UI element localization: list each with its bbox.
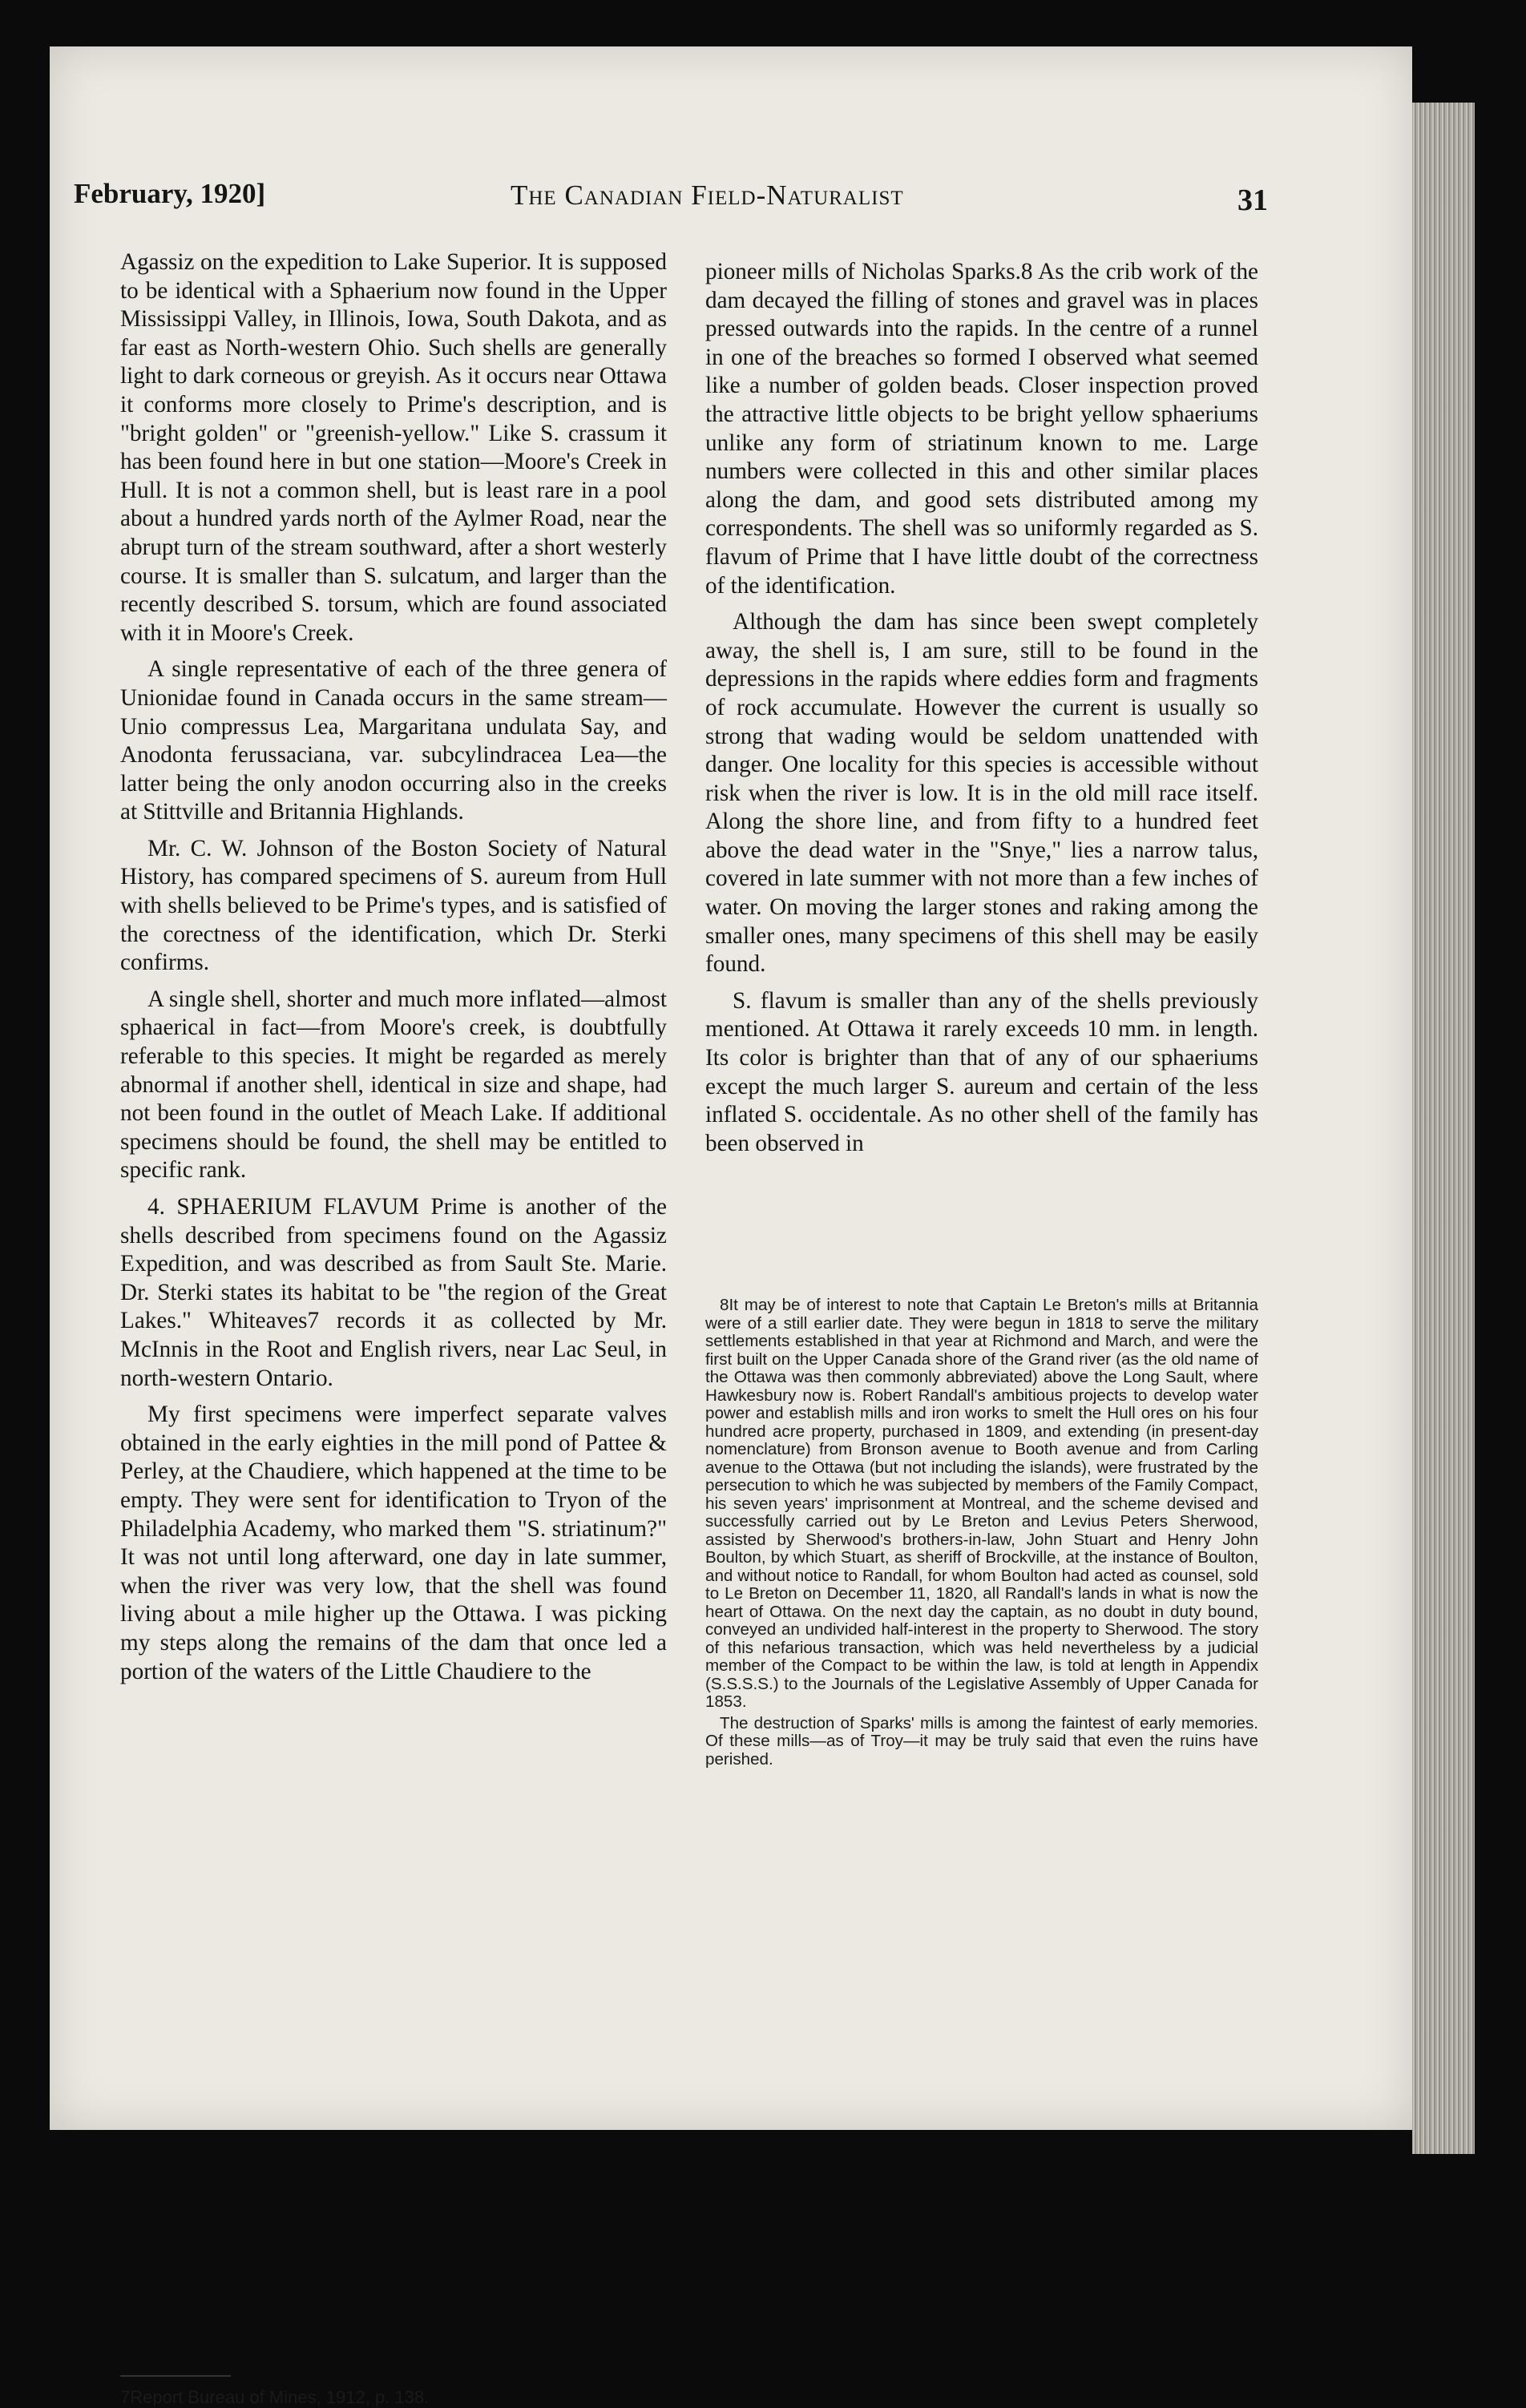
paragraph: S. flavum is smaller than any of the shells previously mentioned. At Ottawa it rarely exceeds 10 mm. in length. Its color is brighter than that of any of our sphaeriums except the much larger S. aureum and certain of the less inflated S. occidentale. As no other shell of the family has been observed in xyxy=(705,987,1258,1156)
paragraph: My first specimens were imperfect separate valves obtained in the early eighties in the mill pond of Pattee & Perley, at the Chaudiere, which happened at the time to be empty. They were sent for identification to Tryon of the Philadelphia Academy, who marked them "S. striatinum?" It was not until long afterward, one day in late summer, when the river was very low, that the shell was found living about a mile higher up the Ottawa. I was picking my steps along the remains of the dam that once led a portion of the waters of the Little Chaudiere to the xyxy=(120,1402,667,1684)
paragraph: A single representative of each of the three genera of Unionidae found in Canada occurs in the same stream—Unio compressus Lea, Margaritana undulata Say, and Anodonta ferussaciana, var. subcylindracea Lea—the latter being the only anodon occurring also in the creeks at Stittville and Britannia Highlands. xyxy=(120,656,667,825)
footnote-paragraph: 8It may be of interest to note that Captain Le Breton's mills at Britannia were of a still earlier date. They were begun in 1818 to serve the military settlements established in that year at Richmond and March, and were the first built on the Upper Canada shore of the Grand river (as the old name of the Ottawa was then commonly abbreviated) above the Long Sault, where Hawkesbury now is. Robert Randall's ambitious projects to develop water power and establish mills and iron works to smelt the Hull ores on his four hundred acre property, purchased in 1809, and extending (in present-day nomenclature) from Bronson avenue to Booth avenue and from Carling avenue to the Ottawa (but not including the islands), were frustrated by the persecution to which he was subjected by members of the Family Compact, his seven years' imprisonment at Montreal, and the scheme devised and successfully carried out by Le Breton and Levius Peters Sherwood, assisted by Sherwood's brothers-in-law, John Stuart and Henry John Boulton, by which Stuart, as sheriff of Brockville, at the instance of Boulton, and without notice to Randall, for whom Boulton had acted as counsel, sold to Le Breton on December 11, 1820, all Randall's lands in what is now the heart of Ottawa. On the next day the captain, as no doubt in duty bound, conveyed an undivided half-interest in the property to Sherwood. The story of this nefarious transaction, which was held nevertheless by a judicial member of the Compact to be within the law, is told at length in Appendix (S.S.S.S.) to the Journals of the Legislative Assembly of Upper Canada for 1853. xyxy=(705,1296,1258,1711)
page-edges xyxy=(1412,103,1475,2154)
paragraph: pioneer mills of Nicholas Sparks.8 As the crib work of the dam decayed the filling of stones and gravel was in places pressed outwards into the rapids. In the centre of a runnel in one of the breaches so formed I observed what seemed like a number of golden beads. Closer inspection proved the attractive little objects to be bright yellow sphaeriums unlike any form of striatinum known to me. Large numbers were collected in this and other similar places along the dam, and good sets distributed among my correspondents. The shell was so uniformly regarded as S. flavum of Prime that I have little doubt of the correctness of the identification. xyxy=(705,259,1258,599)
header-date: February, 1920] xyxy=(74,178,266,209)
journal-title: The Canadian Field-Naturalist xyxy=(511,179,904,211)
left-column xyxy=(120,248,667,1686)
running-header xyxy=(74,178,1276,226)
paragraph: Mr. C. W. Johnson of the Boston Society of Natural History, has compared specimens of S. aureum from Hull with shells believed to be Prime's types, and is satisfied of the corectness of the identification, which Dr. Sterki confirms. xyxy=(120,835,667,976)
footnote-rule xyxy=(120,2375,231,2377)
paragraph: Agassiz on the expedition to Lake Superior. It is supposed to be identical with a Sphaerium now found in the Upper Mississippi Valley, in Illinois, Iowa, South Dakota, and as far east as North-western Ohio. Such shells are generally light to dark corneous or greyish. As it occurs near Ottawa it conforms more closely to Prime's description, and is "bright golden" or "greenish-yellow." Like S. crassum it has been found here in but one station—Moore's Creek in Hull. It is not a common shell, but is least rare in a pool about a hundred yards north of the Aylmer Road, near the abrupt turn of the stream southward, after a short westerly course. It is smaller than S. sulcatum, and larger than the recently described S. torsum, which are found associated with it in Moore's Creek. xyxy=(120,249,667,646)
paragraph: Although the dam has since been swept completely away, the shell is, I am sure, still to be found in the depressions in the rapids where eddies form and fragments of rock accumulate. However the current is usually so strong that wading would be seldom unattended with danger. One locality for this species is accessible without risk when the river is low. It is in the old mill race itself. Along the shore line, and from fifty to a hundred feet above the dead water in the "Snye," lies a narrow talus, covered in late summer with not more than a few inches of water. On moving the larger stones and raking among the smaller ones, many specimens of this shell may be easily found. xyxy=(705,609,1258,978)
page-number: 31 xyxy=(1237,184,1268,217)
paragraph: 4. SPHAERIUM FLAVUM Prime is another of the shells described from specimens found on the Agassiz Expedition, and was described as from Sault Ste. Marie. Dr. Sterki states its habitat to be "the region of the Great Lakes." Whiteaves7 records it as collected by Mr. McInnis in the Root and English rivers, near Lac Seul, in north-western Ontario. xyxy=(120,1194,667,1391)
footnote-paragraph: The destruction of Sparks' mills is among the faintest of early memories. Of these mills—as of Troy—it may be truly said that even the ruins have perished. xyxy=(705,1713,1258,1769)
paragraph: A single shell, shorter and much more inflated—almost sphaerical in fact—from Moore's creek, is doubtfully referable to this species. It might be regarded as merely abnormal if another shell, identical in size and shape, had not been found in the outlet of Meach Lake. If additional specimens should be found, the shell may be entitled to specific rank. xyxy=(120,986,667,1184)
footnote-7: 7Report Bureau of Mines, 1912, p. 138. xyxy=(120,2387,430,2407)
footnote-8 xyxy=(705,1297,1258,1769)
right-column xyxy=(705,258,1258,1158)
